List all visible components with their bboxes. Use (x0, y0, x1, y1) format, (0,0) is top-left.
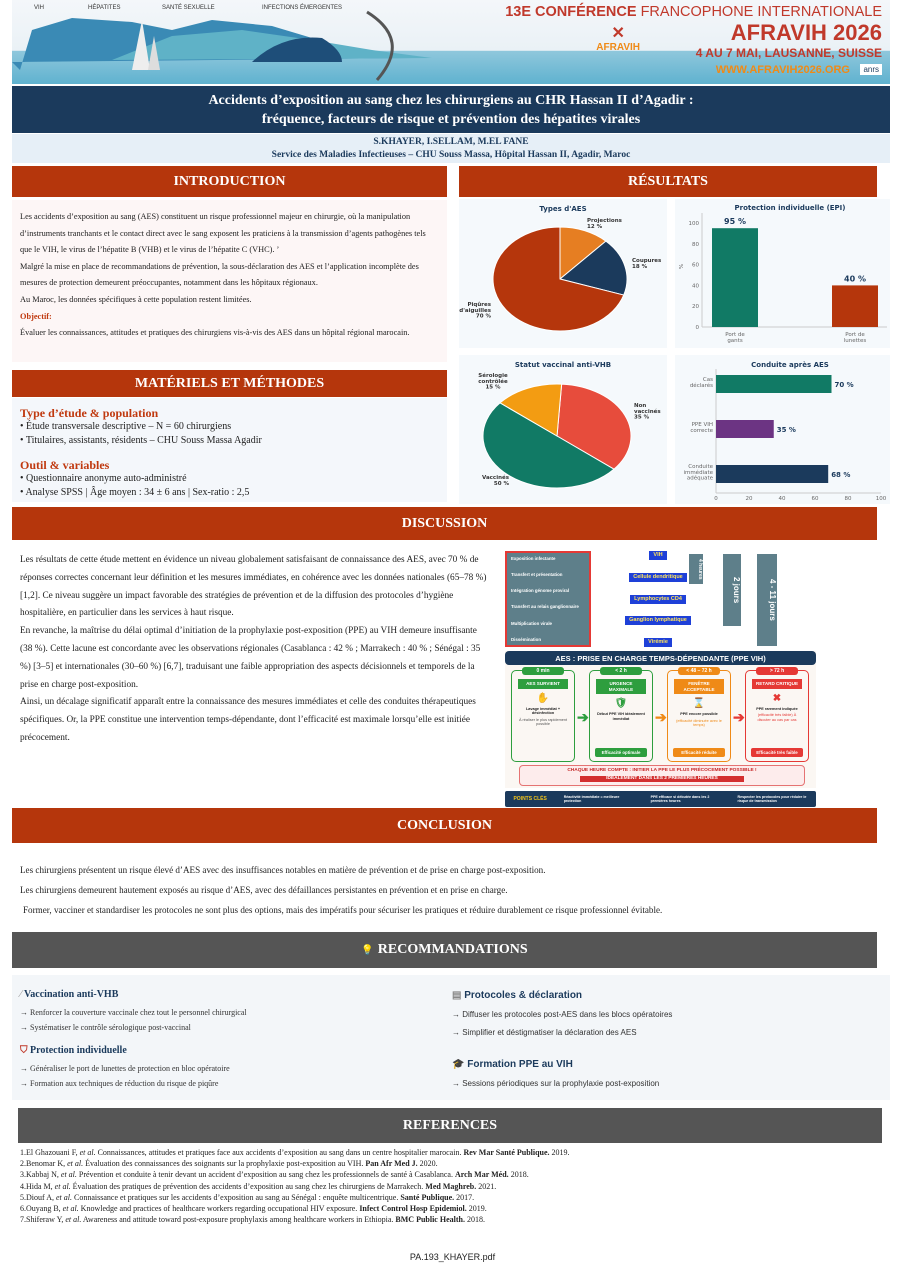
intro-para: Malgré la mise en place de recommandations de prévention, la sous-déclaration des AES et l’application incomplète des mesures de protection demeurent préoccupantes, notamment dans les hôpitaux régionaux. (20, 261, 419, 288)
x-tick-label: lunettes (843, 337, 867, 344)
hiv-cell-chain (593, 551, 723, 647)
conf-subtitle: FRANCOPHONE INTERNATIONALE (640, 4, 882, 20)
pie-label: 12 % (587, 223, 603, 230)
pie-label: vaccinés (634, 408, 661, 415)
pie-label: Projections (587, 218, 622, 224)
chart-protection-epi (675, 199, 890, 348)
clock-icon-time: 0 min (522, 667, 564, 675)
syringe-icon: ⁄ (20, 989, 24, 1000)
reference-item: 7.Shiferaw Y, et al. Awareness and attitude toward post-exposure prophylaxis among healthcare workers in Ethiopia. BMC Public Health. 2018. (20, 1215, 485, 1225)
chart-types-aes (459, 199, 667, 348)
intro-body (12, 200, 447, 362)
author-names: S.KHAYER, I.SELLAM, M.EL FANE (373, 137, 529, 147)
step-text: PPE encore possible (680, 712, 718, 716)
y-axis-label: % (679, 263, 685, 269)
bar (832, 285, 878, 327)
hiv-chain-box: Virémie (644, 638, 672, 647)
methods-item: • Étude transversale descriptive – N = 60 chirurgiens (20, 421, 232, 432)
discussion-header: DISCUSSION (12, 507, 877, 540)
shield-icon: ⛉ (20, 1045, 30, 1056)
efficacy-badge: Efficacité réduite (673, 748, 725, 757)
conclusion-line: Former, vacciner et standardiser les protocoles ne sont plus des options, mais des impératifs pour sécuriser les pratiques et réduire durablement ce risque professionnel évitable. (23, 905, 663, 915)
efficacy-badge: Efficacité optimale (595, 748, 647, 757)
clipboard-icon: ▤ (452, 990, 465, 1001)
reco-formation: 🎓 Formation PPE au VIH → Sessions périodiques sur la prophylaxie post-exposition (452, 1059, 660, 1088)
step-name: AES SURVIENT (518, 679, 568, 689)
step-note: À réaliser le plus rapidement possible (518, 717, 568, 727)
reference-item: 2.Benomar K, et al. Évaluation des connaissances des soignants sur la prophylaxie post-exposition au VIH. Pan Afr Med J. 2020. (20, 1159, 438, 1169)
conference-banner (12, 0, 890, 84)
alert-subtext: IDÉALEMENT DANS LES 2 PREMIÈRES HEURES (580, 776, 744, 782)
hiv-stage: Transfert au relais ganglionnaire (511, 604, 579, 610)
delay-arrow-4-11j: 4 - 11 jours (757, 554, 777, 646)
ppe-timeline (505, 651, 816, 788)
y-tick-label: Cas (702, 377, 713, 383)
chart-title: Protection individuelle (EPI) (734, 204, 846, 212)
y-tick-label: 60 (692, 262, 699, 269)
reco-protocoles: ▤ Protocoles & déclaration → Diffuser les protocoles post-AES dans les blocs opératoires → Simplifier et déstigmatiser la déclaration des AES (452, 990, 673, 1037)
conclusion-line: Les chirurgiens demeurent hautement exposés au risque d’AES, avec des défaillances persistantes en prévention et en prise en charge. (20, 885, 508, 895)
title-line-2: fréquence, facteurs de risque et prévention des hépatites virales (261, 112, 641, 127)
arrow-right-icon: ➔ (577, 709, 589, 725)
x-tick-label: 40 (778, 496, 786, 502)
results-header: RÉSULTATS (459, 166, 877, 197)
methods-subtitle: Outil & variables (20, 458, 110, 472)
pie-label: Sérologie (478, 373, 508, 379)
step-text: PPE rarement indiquée (756, 706, 798, 711)
reference-item: 5.Diouf A, et al. Connaissance et pratiques sur les accidents d’exposition au sang au Sénégal : enquête multicentrique. Santé Publique. 2017. (20, 1192, 475, 1202)
chart-conduite-aes (675, 355, 890, 504)
references-list (20, 1147, 880, 1225)
efficacy-badge: Efficacité très faible (751, 748, 803, 757)
hand-icon: ✋ (536, 692, 550, 704)
hiv-stages-box (505, 551, 591, 647)
bar-value-label: 95 % (724, 217, 746, 227)
hiv-chain-box: VIH (649, 551, 666, 560)
bar-value-label: 35 % (776, 426, 796, 434)
reference-item: 6.Ouyang B, et al. Knowledge and practices of healthcare workers regarding occupational HIV exposure. Infect Control Hosp Epidemiol. 2019. (20, 1204, 487, 1214)
ppe-step (667, 670, 731, 762)
references-header: REFERENCES (18, 1108, 882, 1143)
reference-item: 1.El Ghazouani F, et al. Connaissances, attitudes et pratiques face aux accidents d’exposition au sang dans un centre hospitalier marocain. Rev Mar Santé Publique. 2019. (20, 1148, 570, 1157)
y-tick-label: 100 (688, 221, 699, 227)
authors-block (12, 134, 890, 163)
conclusion-line: Les chirurgiens présentent un risque élevé d’AES avec des insuffisances notables en matière de prévention et de prise en charge post-exposition. (20, 865, 546, 875)
methods-header: MATÉRIELS ET MÉTHODES (12, 370, 447, 397)
step-name: RETARD CRITIQUE (752, 679, 802, 689)
step-note: (efficacité diminuée avec le temps) (676, 718, 722, 728)
y-tick-label: correcte (690, 427, 713, 434)
pie-label: 18 % (632, 263, 648, 270)
key-points-label: POINTS CLÉS (513, 795, 547, 802)
x-tick-label: 100 (875, 496, 887, 502)
cross-icon: ✖ (772, 692, 782, 704)
banner-nav-hepatites: HÉPATITES (88, 5, 121, 11)
methods-body (12, 398, 447, 502)
arrow-right-icon: ➔ (733, 709, 745, 725)
discussion-body (20, 552, 490, 748)
bar (716, 375, 832, 393)
hourglass-icon: ⌛ (692, 698, 706, 709)
affiliation: Service des Maladies Infectieuses – CHU Souss Massa, Hôpital Hassan II, Agadir, Maroc (271, 150, 631, 160)
pie-label: Non (634, 403, 647, 409)
y-tick-label: PPE VIH (691, 422, 713, 428)
alert-banner (519, 765, 805, 786)
x-tick-label: Port de (725, 332, 745, 338)
ppe-step (511, 670, 575, 762)
conf-url[interactable]: WWW.AFRAVIH2026.ORG (715, 64, 850, 76)
step-note: (efficacité très faible) À discuter au cas par cas (757, 713, 797, 722)
reference-item: 4.Hida M, et al. Évaluation des pratiques de prévention des accidents d’exposition au sang chez les chirurgiens de Marrakech. Med Maghreb. 2021. (20, 1181, 497, 1191)
key-point: PPE efficace si débutée dans les 2 premières heures (650, 794, 710, 803)
pie-label: 50 % (493, 480, 509, 487)
ppe-step (745, 670, 809, 762)
step-text: Lavage immédiat + désinfection (525, 706, 561, 716)
bar-value-label: 70 % (834, 381, 854, 389)
alert-text: CHAQUE HEURE COMPTE : INITIER LA PPE LE PLUS PRÉCOCEMENT POSSIBLE ! (567, 768, 757, 773)
methods-item: • Questionnaire anonyme auto-administré (20, 473, 187, 484)
chart-statut-vaccinal (459, 355, 667, 504)
step-name: URGENCE MAXIMALE (596, 679, 646, 694)
bar-value-label: 40 % (844, 274, 866, 284)
lake-illustration (12, 0, 572, 84)
pie-label: Piqûres (467, 302, 491, 308)
lightbulb-icon: 💡 (361, 944, 374, 956)
pie-label: 70 % (475, 313, 491, 320)
intro-header: INTRODUCTION (12, 166, 447, 197)
discussion-para: Ainsi, un décalage significatif apparaît entre la connaissance des mesures immédiates et celle des conduites thérapeutiques spécifiques. Or, la PPE constitue une intervention temps-dépendante, dont l’efficacité est maximale lorsqu’elle est initiée précocement. (20, 697, 476, 743)
delay-arrow-4h: 4 heures (689, 554, 703, 584)
afravih-logo: ✕ AFRAVIH (596, 25, 640, 53)
pie-label: Vaccinés (482, 475, 509, 481)
y-tick-label: 40 (692, 283, 699, 290)
bar (716, 420, 774, 438)
pie-label: contrôlée (478, 378, 508, 385)
x-tick-label: 60 (811, 496, 819, 502)
reco-protection: ⛉ Protection individuelle → Généraliser le port de lunettes de protection en bloc opératoire → Formation aux techniques de réduction du risque de piqûre (20, 1045, 230, 1088)
bar-value-label: 68 % (831, 471, 851, 479)
step-name: FENÊTRE ACCEPTABLE (674, 679, 724, 694)
y-tick-label: adéquate (686, 475, 713, 482)
pie-label: d'aiguilles (459, 307, 491, 314)
intro-para: Au Maroc, les données spécifiques à cette population restent limitées. (20, 294, 252, 304)
y-tick-label: immédiate (683, 469, 713, 476)
graduation-cap-icon: 🎓 (452, 1059, 468, 1070)
y-tick-label: 80 (692, 241, 699, 248)
ppe-infographic (503, 548, 818, 808)
file-name: PA.193_KHAYER.pdf (409, 1252, 496, 1262)
hiv-stage: Multiplication virale (511, 620, 552, 626)
chart-title: Conduite après AES (751, 361, 829, 369)
shield-check-icon: 🛡 (614, 698, 628, 709)
hiv-chain-box: Ganglion lymphatique (625, 616, 691, 625)
hiv-stage: Transfert et présentation (511, 572, 563, 578)
conf-name: AFRAVIH 2026 (730, 20, 882, 45)
bar (716, 465, 828, 483)
methods-item: • Analyse SPSS | Âge moyen : 34 ± 6 ans | Sex-ratio : 2,5 (20, 487, 250, 498)
intro-para: Les accidents d’exposition au sang (AES) constituent un risque professionnel majeur en chirurgie, où la manipulation d’instruments tranchants et le contact direct avec le sang exposent les praticiens à la transmission d’agents pathogènes tels que le VIH, le virus de l’hépatite B (VHB) et le virus de l’hépatite C (VHC). ’ (20, 212, 426, 255)
conf-edition: 13E CONFÉRENCE (505, 4, 637, 20)
pie-label: 35 % (634, 414, 650, 421)
methods-subtitle: Type d’étude & population (20, 406, 159, 420)
banner-nav-vih: VIH (34, 5, 45, 11)
ppe-title: AES : PRISE EN CHARGE TEMPS-DÉPENDANTE (PPE VIH) (505, 651, 816, 665)
poster-title (12, 86, 890, 133)
pie-label: 15 % (485, 384, 501, 391)
x-tick-label: Port de (845, 332, 865, 338)
chart-title: Statut vaccinal anti-VHB (514, 361, 612, 369)
x-tick-label: 0 (714, 496, 718, 502)
x-tick-label: 20 (745, 496, 753, 502)
discussion-para: Les résultats de cette étude mettent en évidence un niveau globalement satisfaisant de connaissance des AES, avec 70 % de réponses correctes concernant leur définition et les mesures immédiates, en cohérence avec les données nationales (65–78 %) [1,2]. Ce niveau suggère un impact favorable des stratégies de prévention et de la diffusion des protocoles d’hygiène hospitalière, en particulier dans les services à haut risque. (20, 555, 487, 619)
conf-dates: 4 AU 7 MAI, LAUSANNE, SUISSE (695, 46, 882, 60)
methods-item: • Titulaires, assistants, résidents – CHU Souss Massa Agadir (20, 435, 262, 446)
title-line-1: Accidents d’exposition au sang chez les chirurgiens au CHR Hassan II d’Agadir : (208, 93, 694, 108)
objectif-label: Objectif: (20, 311, 52, 321)
red-ribbon-icon: ✕ (611, 25, 625, 42)
anrs-logo: anrs (860, 64, 882, 75)
bar (712, 228, 758, 327)
key-point: Respecter les protocoles pour réduire le risque de transmission (737, 794, 807, 803)
objectif-text: Évaluer les connaissances, attitudes et pratiques des chirurgiens vis-à-vis des AES dans un hôpital régional marocain. (20, 328, 410, 338)
pie-label: Coupures (632, 258, 662, 264)
hiv-chain-box: Lymphocytes CD4 (630, 595, 686, 604)
key-point: Réactivité immédiate = meilleure protection (563, 794, 620, 803)
chart-title: Types d'AES (539, 205, 587, 213)
hiv-stage: Intégration génome proviral (511, 588, 570, 594)
clock-icon-time: < 48 – 72 h (678, 667, 720, 675)
y-tick-label: Conduite (688, 464, 713, 470)
hiv-stage: Exposition infectante (511, 556, 556, 561)
y-tick-label: 0 (695, 325, 699, 331)
conclusion-header: CONCLUSION (12, 808, 877, 843)
y-tick-label: 20 (692, 304, 699, 311)
clock-icon-time: < 2 h (600, 667, 642, 675)
x-tick-label: 80 (844, 496, 852, 502)
conclusion-body (20, 860, 880, 920)
key-points-bar (505, 791, 816, 807)
hiv-stage: Dissémination (511, 636, 542, 642)
recommandations-body (12, 975, 890, 1100)
hiv-chain-box: Cellule dendritique (629, 573, 687, 582)
ppe-step (589, 670, 653, 762)
delay-arrow-2j: 2 jours (723, 554, 741, 626)
clock-icon-time: > 72 h (756, 667, 798, 675)
arrow-right-icon: ➔ (655, 709, 667, 725)
banner-nav-sante: SANTÉ SEXUELLE (162, 5, 215, 11)
y-tick-label: déclarés (689, 382, 713, 389)
x-tick-label: gants (727, 337, 743, 344)
banner-nav-infections: INFECTIONS ÉMERGENTES (262, 5, 343, 11)
reference-item: 3.Kabbaj N, et al. Prévention et conduite à tenir devant un accident d’exposition au sang chez les professionnels de santé à Casablanca. Arch Mar Méd. 2018. (20, 1170, 529, 1180)
step-text: Début PPE VIH idéalement immédiat (597, 712, 645, 721)
recommandations-header: 💡 RECOMMANDATIONS (12, 932, 877, 968)
discussion-para: En revanche, la maîtrise du délai optimal d’initiation de la prophylaxie post-exposition (PPE) au VIH demeure insuffisante (38 %). Cette lacune est concordante avec les observations régionales (Casablanca : 42 % ; Marrakech : 40 % ; Sénégal : 35 %) [3–5] et internationales (30–60 %) [6,7], traduisant une faible appropriation des aspects décisionnels et temporels de la prise en charge post-exposition. (20, 626, 481, 690)
reco-vaccination: ⁄ Vaccination anti-VHB → Renforcer la couverture vaccinale chez tout le personnel chirurgical → Systématiser le contrôle sérologique post-vaccinal (20, 989, 247, 1032)
